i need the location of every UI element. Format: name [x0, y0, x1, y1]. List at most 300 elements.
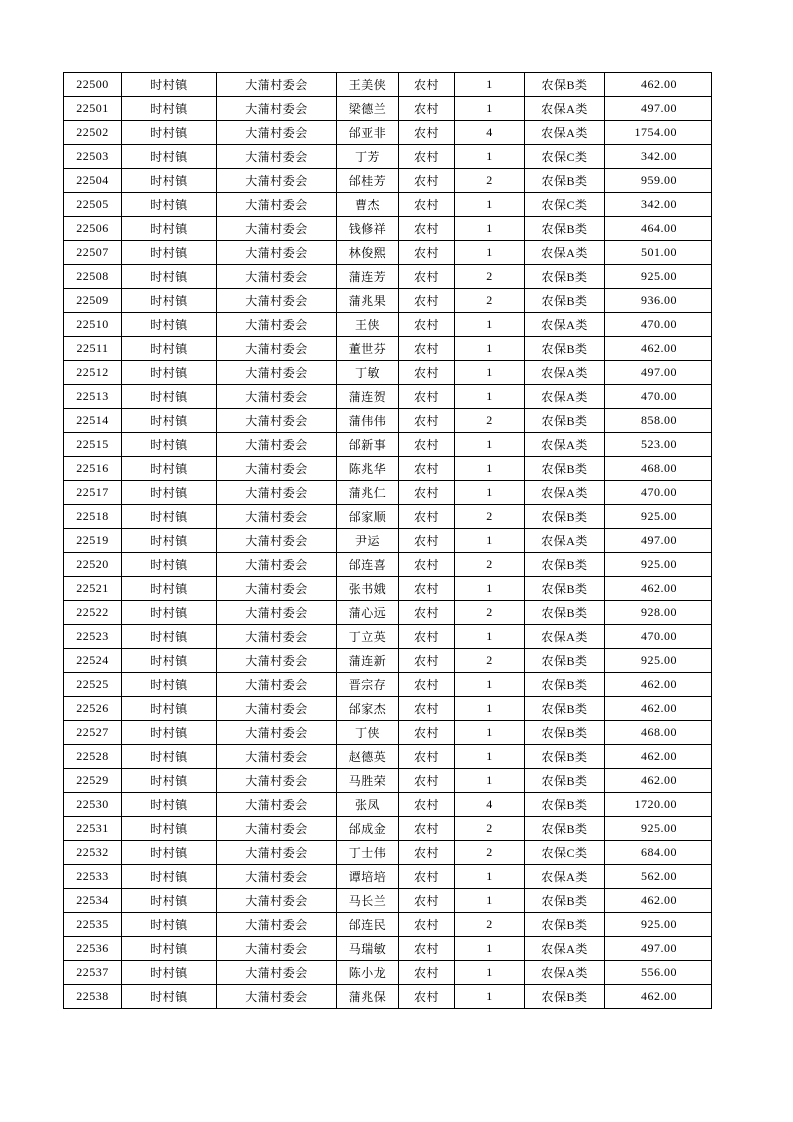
cell-count: 1 — [455, 313, 525, 337]
cell-amount: 925.00 — [605, 649, 712, 673]
cell-name: 晋宗存 — [337, 673, 399, 697]
table-row — [64, 241, 712, 265]
table-row — [64, 169, 712, 193]
cell-insurance_category: 农保B类 — [525, 457, 605, 481]
cell-id: 22506 — [64, 217, 122, 241]
cell-residence_type: 农村 — [399, 505, 455, 529]
cell-village_committee: 大蒲村委会 — [217, 865, 337, 889]
cell-name: 马长兰 — [337, 889, 399, 913]
cell-amount: 462.00 — [605, 889, 712, 913]
cell-residence_type: 农村 — [399, 649, 455, 673]
table-row — [64, 529, 712, 553]
cell-residence_type: 农村 — [399, 193, 455, 217]
cell-id: 22510 — [64, 313, 122, 337]
cell-residence_type: 农村 — [399, 241, 455, 265]
cell-town: 时村镇 — [122, 697, 217, 721]
cell-name: 张书娥 — [337, 577, 399, 601]
cell-amount: 470.00 — [605, 385, 712, 409]
cell-count: 1 — [455, 433, 525, 457]
table-row — [64, 385, 712, 409]
cell-amount: 936.00 — [605, 289, 712, 313]
cell-residence_type: 农村 — [399, 481, 455, 505]
cell-town: 时村镇 — [122, 409, 217, 433]
table-row — [64, 409, 712, 433]
cell-id: 22531 — [64, 817, 122, 841]
cell-town: 时村镇 — [122, 121, 217, 145]
cell-name: 蒲连芳 — [337, 265, 399, 289]
cell-town: 时村镇 — [122, 73, 217, 97]
cell-town: 时村镇 — [122, 625, 217, 649]
cell-count: 1 — [455, 193, 525, 217]
cell-name: 丁士伟 — [337, 841, 399, 865]
cell-id: 22503 — [64, 145, 122, 169]
cell-amount: 462.00 — [605, 73, 712, 97]
table-row — [64, 985, 712, 1009]
cell-name: 蒲兆保 — [337, 985, 399, 1009]
cell-amount: 556.00 — [605, 961, 712, 985]
cell-name: 林俊熙 — [337, 241, 399, 265]
cell-village_committee: 大蒲村委会 — [217, 817, 337, 841]
cell-name: 董世芬 — [337, 337, 399, 361]
cell-id: 22525 — [64, 673, 122, 697]
cell-town: 时村镇 — [122, 145, 217, 169]
cell-village_committee: 大蒲村委会 — [217, 889, 337, 913]
cell-town: 时村镇 — [122, 673, 217, 697]
cell-amount: 462.00 — [605, 985, 712, 1009]
cell-id: 22505 — [64, 193, 122, 217]
cell-id: 22519 — [64, 529, 122, 553]
cell-insurance_category: 农保A类 — [525, 121, 605, 145]
cell-village_committee: 大蒲村委会 — [217, 265, 337, 289]
cell-insurance_category: 农保B类 — [525, 601, 605, 625]
cell-residence_type: 农村 — [399, 217, 455, 241]
cell-insurance_category: 农保B类 — [525, 817, 605, 841]
cell-name: 王美侠 — [337, 73, 399, 97]
cell-id: 22511 — [64, 337, 122, 361]
cell-name: 丁侠 — [337, 721, 399, 745]
cell-count: 1 — [455, 241, 525, 265]
table-row — [64, 721, 712, 745]
cell-insurance_category: 农保B类 — [525, 577, 605, 601]
cell-name: 钱修祥 — [337, 217, 399, 241]
cell-residence_type: 农村 — [399, 601, 455, 625]
cell-insurance_category: 农保A类 — [525, 433, 605, 457]
cell-village_committee: 大蒲村委会 — [217, 289, 337, 313]
cell-town: 时村镇 — [122, 529, 217, 553]
cell-town: 时村镇 — [122, 313, 217, 337]
table-row — [64, 889, 712, 913]
cell-town: 时村镇 — [122, 265, 217, 289]
cell-amount: 470.00 — [605, 313, 712, 337]
cell-town: 时村镇 — [122, 193, 217, 217]
cell-id: 22501 — [64, 97, 122, 121]
table-row — [64, 697, 712, 721]
cell-town: 时村镇 — [122, 97, 217, 121]
cell-village_committee: 大蒲村委会 — [217, 697, 337, 721]
cell-count: 1 — [455, 961, 525, 985]
cell-town: 时村镇 — [122, 817, 217, 841]
cell-name: 邰新事 — [337, 433, 399, 457]
cell-town: 时村镇 — [122, 913, 217, 937]
cell-amount: 342.00 — [605, 193, 712, 217]
cell-village_committee: 大蒲村委会 — [217, 361, 337, 385]
cell-insurance_category: 农保B类 — [525, 265, 605, 289]
cell-residence_type: 农村 — [399, 817, 455, 841]
cell-insurance_category: 农保B类 — [525, 721, 605, 745]
cell-name: 王侠 — [337, 313, 399, 337]
cell-count: 2 — [455, 913, 525, 937]
cell-count: 1 — [455, 721, 525, 745]
cell-id: 22514 — [64, 409, 122, 433]
cell-residence_type: 农村 — [399, 745, 455, 769]
cell-count: 2 — [455, 817, 525, 841]
cell-name: 邰连民 — [337, 913, 399, 937]
cell-count: 2 — [455, 553, 525, 577]
cell-insurance_category: 农保B类 — [525, 673, 605, 697]
cell-residence_type: 农村 — [399, 361, 455, 385]
cell-village_committee: 大蒲村委会 — [217, 409, 337, 433]
cell-insurance_category: 农保B类 — [525, 913, 605, 937]
cell-amount: 497.00 — [605, 361, 712, 385]
cell-amount: 562.00 — [605, 865, 712, 889]
cell-id: 22538 — [64, 985, 122, 1009]
cell-id: 22533 — [64, 865, 122, 889]
cell-town: 时村镇 — [122, 937, 217, 961]
cell-residence_type: 农村 — [399, 313, 455, 337]
cell-amount: 925.00 — [605, 505, 712, 529]
cell-residence_type: 农村 — [399, 337, 455, 361]
table-row — [64, 265, 712, 289]
cell-town: 时村镇 — [122, 457, 217, 481]
cell-name: 蒲连贺 — [337, 385, 399, 409]
cell-count: 1 — [455, 385, 525, 409]
cell-id: 22516 — [64, 457, 122, 481]
cell-name: 蒲连新 — [337, 649, 399, 673]
cell-residence_type: 农村 — [399, 937, 455, 961]
cell-name: 尹运 — [337, 529, 399, 553]
table-row — [64, 481, 712, 505]
cell-id: 22517 — [64, 481, 122, 505]
cell-village_committee: 大蒲村委会 — [217, 961, 337, 985]
table-row — [64, 817, 712, 841]
cell-amount: 1754.00 — [605, 121, 712, 145]
table-row — [64, 505, 712, 529]
cell-village_committee: 大蒲村委会 — [217, 505, 337, 529]
cell-id: 22512 — [64, 361, 122, 385]
cell-village_committee: 大蒲村委会 — [217, 985, 337, 1009]
table-row — [64, 577, 712, 601]
cell-residence_type: 农村 — [399, 721, 455, 745]
table-row — [64, 145, 712, 169]
cell-insurance_category: 农保A类 — [525, 937, 605, 961]
cell-town: 时村镇 — [122, 745, 217, 769]
cell-town: 时村镇 — [122, 649, 217, 673]
cell-count: 2 — [455, 649, 525, 673]
cell-amount: 684.00 — [605, 841, 712, 865]
cell-id: 22507 — [64, 241, 122, 265]
cell-village_committee: 大蒲村委会 — [217, 313, 337, 337]
cell-insurance_category: 农保B类 — [525, 745, 605, 769]
cell-count: 1 — [455, 529, 525, 553]
records-table — [63, 72, 712, 1009]
cell-insurance_category: 农保A类 — [525, 865, 605, 889]
cell-town: 时村镇 — [122, 505, 217, 529]
cell-residence_type: 农村 — [399, 121, 455, 145]
cell-town: 时村镇 — [122, 601, 217, 625]
cell-amount: 462.00 — [605, 697, 712, 721]
cell-village_committee: 大蒲村委会 — [217, 601, 337, 625]
cell-village_committee: 大蒲村委会 — [217, 649, 337, 673]
cell-insurance_category: 农保A类 — [525, 481, 605, 505]
cell-count: 2 — [455, 409, 525, 433]
cell-count: 4 — [455, 121, 525, 145]
cell-id: 22535 — [64, 913, 122, 937]
cell-amount: 470.00 — [605, 481, 712, 505]
cell-name: 邰家杰 — [337, 697, 399, 721]
cell-name: 赵德英 — [337, 745, 399, 769]
cell-insurance_category: 农保A类 — [525, 961, 605, 985]
cell-count: 1 — [455, 865, 525, 889]
cell-id: 22508 — [64, 265, 122, 289]
table-row — [64, 97, 712, 121]
cell-count: 1 — [455, 673, 525, 697]
table-row — [64, 73, 712, 97]
cell-village_committee: 大蒲村委会 — [217, 337, 337, 361]
cell-village_committee: 大蒲村委会 — [217, 193, 337, 217]
cell-amount: 462.00 — [605, 745, 712, 769]
cell-residence_type: 农村 — [399, 697, 455, 721]
cell-name: 邰亚非 — [337, 121, 399, 145]
table-row — [64, 913, 712, 937]
cell-id: 22537 — [64, 961, 122, 985]
cell-town: 时村镇 — [122, 553, 217, 577]
cell-amount: 464.00 — [605, 217, 712, 241]
cell-count: 2 — [455, 505, 525, 529]
cell-count: 1 — [455, 745, 525, 769]
cell-village_committee: 大蒲村委会 — [217, 73, 337, 97]
cell-insurance_category: 农保B类 — [525, 697, 605, 721]
cell-name: 陈兆华 — [337, 457, 399, 481]
cell-residence_type: 农村 — [399, 289, 455, 313]
cell-amount: 1720.00 — [605, 793, 712, 817]
cell-id: 22520 — [64, 553, 122, 577]
cell-id: 22530 — [64, 793, 122, 817]
cell-count: 1 — [455, 97, 525, 121]
cell-village_committee: 大蒲村委会 — [217, 793, 337, 817]
table-row — [64, 601, 712, 625]
cell-amount: 468.00 — [605, 721, 712, 745]
cell-name: 张凤 — [337, 793, 399, 817]
cell-name: 邰连喜 — [337, 553, 399, 577]
cell-amount: 497.00 — [605, 97, 712, 121]
cell-residence_type: 农村 — [399, 529, 455, 553]
cell-insurance_category: 农保B类 — [525, 769, 605, 793]
cell-village_committee: 大蒲村委会 — [217, 769, 337, 793]
cell-name: 丁敏 — [337, 361, 399, 385]
cell-count: 2 — [455, 265, 525, 289]
table-row — [64, 745, 712, 769]
cell-village_committee: 大蒲村委会 — [217, 673, 337, 697]
cell-town: 时村镇 — [122, 169, 217, 193]
cell-village_committee: 大蒲村委会 — [217, 121, 337, 145]
cell-amount: 925.00 — [605, 817, 712, 841]
cell-village_committee: 大蒲村委会 — [217, 721, 337, 745]
cell-name: 邰家顺 — [337, 505, 399, 529]
cell-name: 蒲兆仁 — [337, 481, 399, 505]
cell-town: 时村镇 — [122, 385, 217, 409]
cell-insurance_category: 农保B类 — [525, 73, 605, 97]
table-row — [64, 337, 712, 361]
cell-town: 时村镇 — [122, 793, 217, 817]
cell-insurance_category: 农保B类 — [525, 169, 605, 193]
records-table-body — [64, 73, 712, 1009]
cell-id: 22532 — [64, 841, 122, 865]
cell-amount: 925.00 — [605, 913, 712, 937]
cell-residence_type: 农村 — [399, 961, 455, 985]
cell-amount: 462.00 — [605, 673, 712, 697]
cell-insurance_category: 农保B类 — [525, 337, 605, 361]
cell-residence_type: 农村 — [399, 577, 455, 601]
cell-insurance_category: 农保B类 — [525, 889, 605, 913]
table-row — [64, 625, 712, 649]
cell-count: 1 — [455, 73, 525, 97]
cell-insurance_category: 农保A类 — [525, 385, 605, 409]
table-row — [64, 121, 712, 145]
cell-count: 2 — [455, 169, 525, 193]
cell-name: 马胜荣 — [337, 769, 399, 793]
cell-village_committee: 大蒲村委会 — [217, 433, 337, 457]
cell-insurance_category: 农保A类 — [525, 97, 605, 121]
cell-village_committee: 大蒲村委会 — [217, 745, 337, 769]
cell-count: 1 — [455, 217, 525, 241]
cell-town: 时村镇 — [122, 889, 217, 913]
cell-count: 1 — [455, 337, 525, 361]
cell-count: 1 — [455, 457, 525, 481]
cell-id: 22521 — [64, 577, 122, 601]
cell-residence_type: 农村 — [399, 913, 455, 937]
cell-count: 1 — [455, 937, 525, 961]
table-row — [64, 649, 712, 673]
cell-insurance_category: 农保A类 — [525, 313, 605, 337]
cell-count: 2 — [455, 601, 525, 625]
table-row — [64, 865, 712, 889]
cell-count: 1 — [455, 577, 525, 601]
cell-town: 时村镇 — [122, 481, 217, 505]
cell-village_committee: 大蒲村委会 — [217, 529, 337, 553]
table-row — [64, 553, 712, 577]
cell-insurance_category: 农保A类 — [525, 241, 605, 265]
cell-id: 22526 — [64, 697, 122, 721]
cell-id: 22518 — [64, 505, 122, 529]
cell-name: 蒲心远 — [337, 601, 399, 625]
cell-insurance_category: 农保B类 — [525, 985, 605, 1009]
cell-residence_type: 农村 — [399, 889, 455, 913]
cell-village_committee: 大蒲村委会 — [217, 457, 337, 481]
cell-amount: 468.00 — [605, 457, 712, 481]
cell-insurance_category: 农保B类 — [525, 649, 605, 673]
cell-town: 时村镇 — [122, 337, 217, 361]
cell-amount: 959.00 — [605, 169, 712, 193]
cell-residence_type: 农村 — [399, 553, 455, 577]
cell-amount: 462.00 — [605, 337, 712, 361]
table-row — [64, 961, 712, 985]
cell-insurance_category: 农保B类 — [525, 289, 605, 313]
cell-amount: 501.00 — [605, 241, 712, 265]
cell-amount: 928.00 — [605, 601, 712, 625]
cell-insurance_category: 农保A类 — [525, 361, 605, 385]
cell-village_committee: 大蒲村委会 — [217, 553, 337, 577]
cell-residence_type: 农村 — [399, 169, 455, 193]
cell-id: 22534 — [64, 889, 122, 913]
table-row — [64, 193, 712, 217]
cell-town: 时村镇 — [122, 985, 217, 1009]
cell-residence_type: 农村 — [399, 409, 455, 433]
cell-residence_type: 农村 — [399, 841, 455, 865]
cell-residence_type: 农村 — [399, 793, 455, 817]
table-row — [64, 937, 712, 961]
cell-town: 时村镇 — [122, 961, 217, 985]
cell-count: 1 — [455, 361, 525, 385]
cell-name: 蒲兆果 — [337, 289, 399, 313]
cell-town: 时村镇 — [122, 241, 217, 265]
table-row — [64, 793, 712, 817]
cell-residence_type: 农村 — [399, 769, 455, 793]
cell-residence_type: 农村 — [399, 265, 455, 289]
cell-count: 1 — [455, 769, 525, 793]
table-row — [64, 361, 712, 385]
cell-residence_type: 农村 — [399, 97, 455, 121]
cell-count: 1 — [455, 625, 525, 649]
cell-id: 22523 — [64, 625, 122, 649]
cell-insurance_category: 农保B类 — [525, 217, 605, 241]
cell-residence_type: 农村 — [399, 457, 455, 481]
cell-residence_type: 农村 — [399, 73, 455, 97]
table-row — [64, 673, 712, 697]
cell-town: 时村镇 — [122, 865, 217, 889]
cell-village_committee: 大蒲村委会 — [217, 169, 337, 193]
cell-id: 22529 — [64, 769, 122, 793]
cell-name: 邰桂芳 — [337, 169, 399, 193]
cell-village_committee: 大蒲村委会 — [217, 625, 337, 649]
cell-name: 马瑞敏 — [337, 937, 399, 961]
cell-name: 谭培培 — [337, 865, 399, 889]
cell-id: 22515 — [64, 433, 122, 457]
cell-id: 22522 — [64, 601, 122, 625]
cell-insurance_category: 农保C类 — [525, 193, 605, 217]
cell-amount: 925.00 — [605, 553, 712, 577]
cell-id: 22502 — [64, 121, 122, 145]
cell-residence_type: 农村 — [399, 625, 455, 649]
cell-count: 2 — [455, 841, 525, 865]
cell-town: 时村镇 — [122, 289, 217, 313]
cell-residence_type: 农村 — [399, 673, 455, 697]
cell-village_committee: 大蒲村委会 — [217, 937, 337, 961]
cell-village_committee: 大蒲村委会 — [217, 217, 337, 241]
table-row — [64, 217, 712, 241]
cell-town: 时村镇 — [122, 841, 217, 865]
cell-town: 时村镇 — [122, 217, 217, 241]
cell-count: 2 — [455, 289, 525, 313]
table-row — [64, 457, 712, 481]
cell-amount: 497.00 — [605, 937, 712, 961]
cell-name: 陈小龙 — [337, 961, 399, 985]
cell-amount: 470.00 — [605, 625, 712, 649]
cell-amount: 462.00 — [605, 769, 712, 793]
cell-town: 时村镇 — [122, 433, 217, 457]
cell-amount: 523.00 — [605, 433, 712, 457]
cell-village_committee: 大蒲村委会 — [217, 481, 337, 505]
cell-village_committee: 大蒲村委会 — [217, 913, 337, 937]
